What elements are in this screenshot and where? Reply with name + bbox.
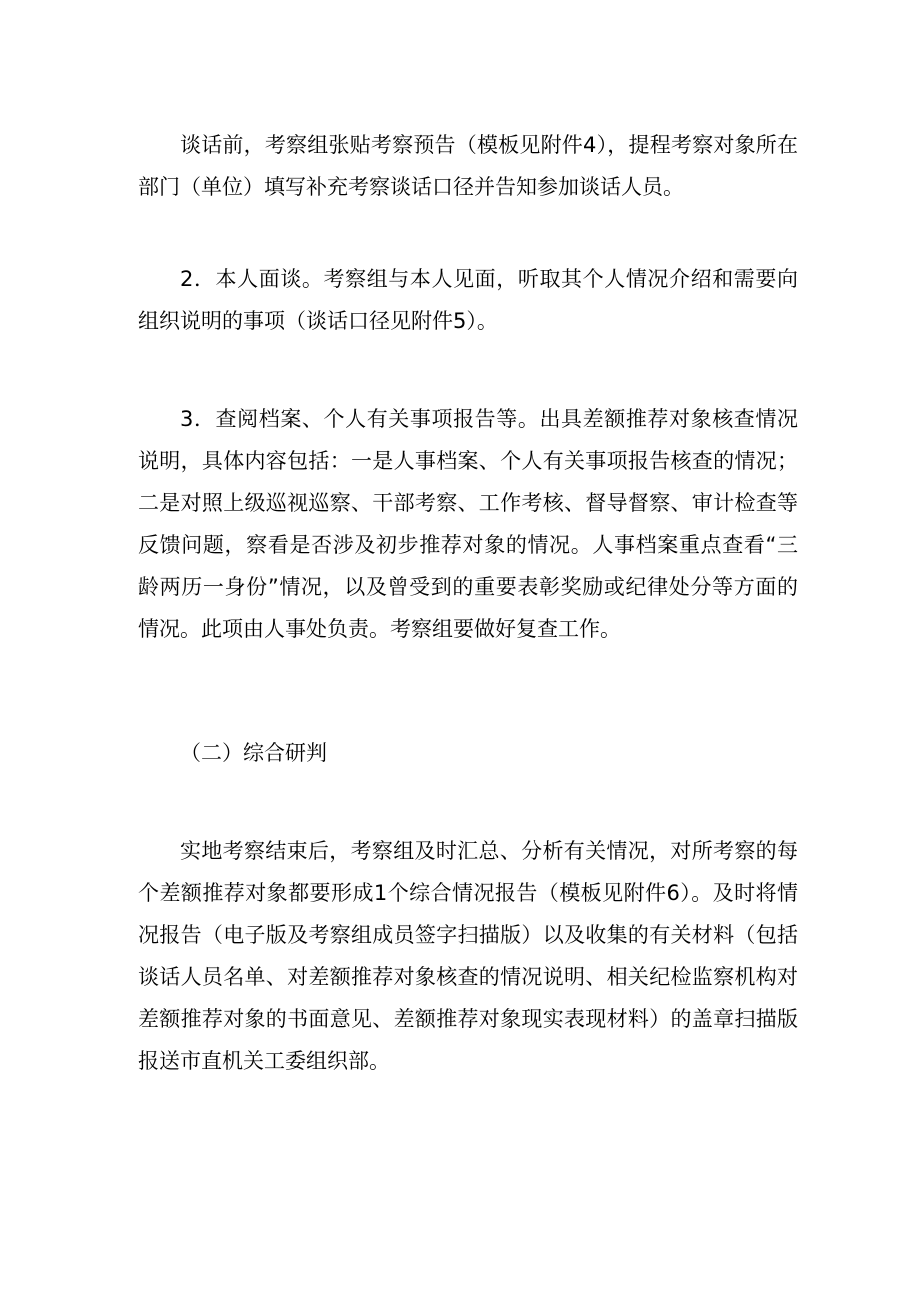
- section-heading-comprehensive-review: （二）综合研判: [180, 741, 327, 765]
- paragraph-personal-interview: 2．本人面谈。考察组与本人见面，听取其个人情况介绍和需要向组织说明的事项（谈话口径见附件5）。: [138, 267, 798, 333]
- paragraph-pre-interview: 谈话前，考察组张贴考察预告（模板见附件4），提程考察对象所在部门（单位）填写补充考察谈话口径并告知参加谈话人员。: [138, 133, 798, 199]
- paragraph-archive-review: 3．查阅档案、个人有关事项报告等。出具差额推荐对象核查情况说明，具体内容包括：一是人事档案、个人有关事项报告核查的情况；二是对照上级巡视巡察、干部考察、工作考核、督导督察、审计检查等反馈问题，察看是否涉及初步推荐对象的情况。人事档案重点查看“三龄两历一身份”情况，以及曾受到的重要表彰奖励或纪律处分等方面的情况。此项由人事处负责。考察组要做好复查工作。: [138, 407, 798, 641]
- paragraph-report-submission: 实地考察结束后，考察组及时汇总、分析有关情况，对所考察的每个差额推荐对象都要形成1个综合情况报告（模板见附件6）。及时将情况报告（电子版及考察组成员签字扫描版）以及收集的有关材料（包括谈话人员名单、对差额推荐对象核查的情况说明、相关纪检监察机构对差额推荐对象的书面意见、差额推荐对象现实表现材料）的盖章扫描版报送市直机关工委组织部。: [138, 839, 798, 1073]
